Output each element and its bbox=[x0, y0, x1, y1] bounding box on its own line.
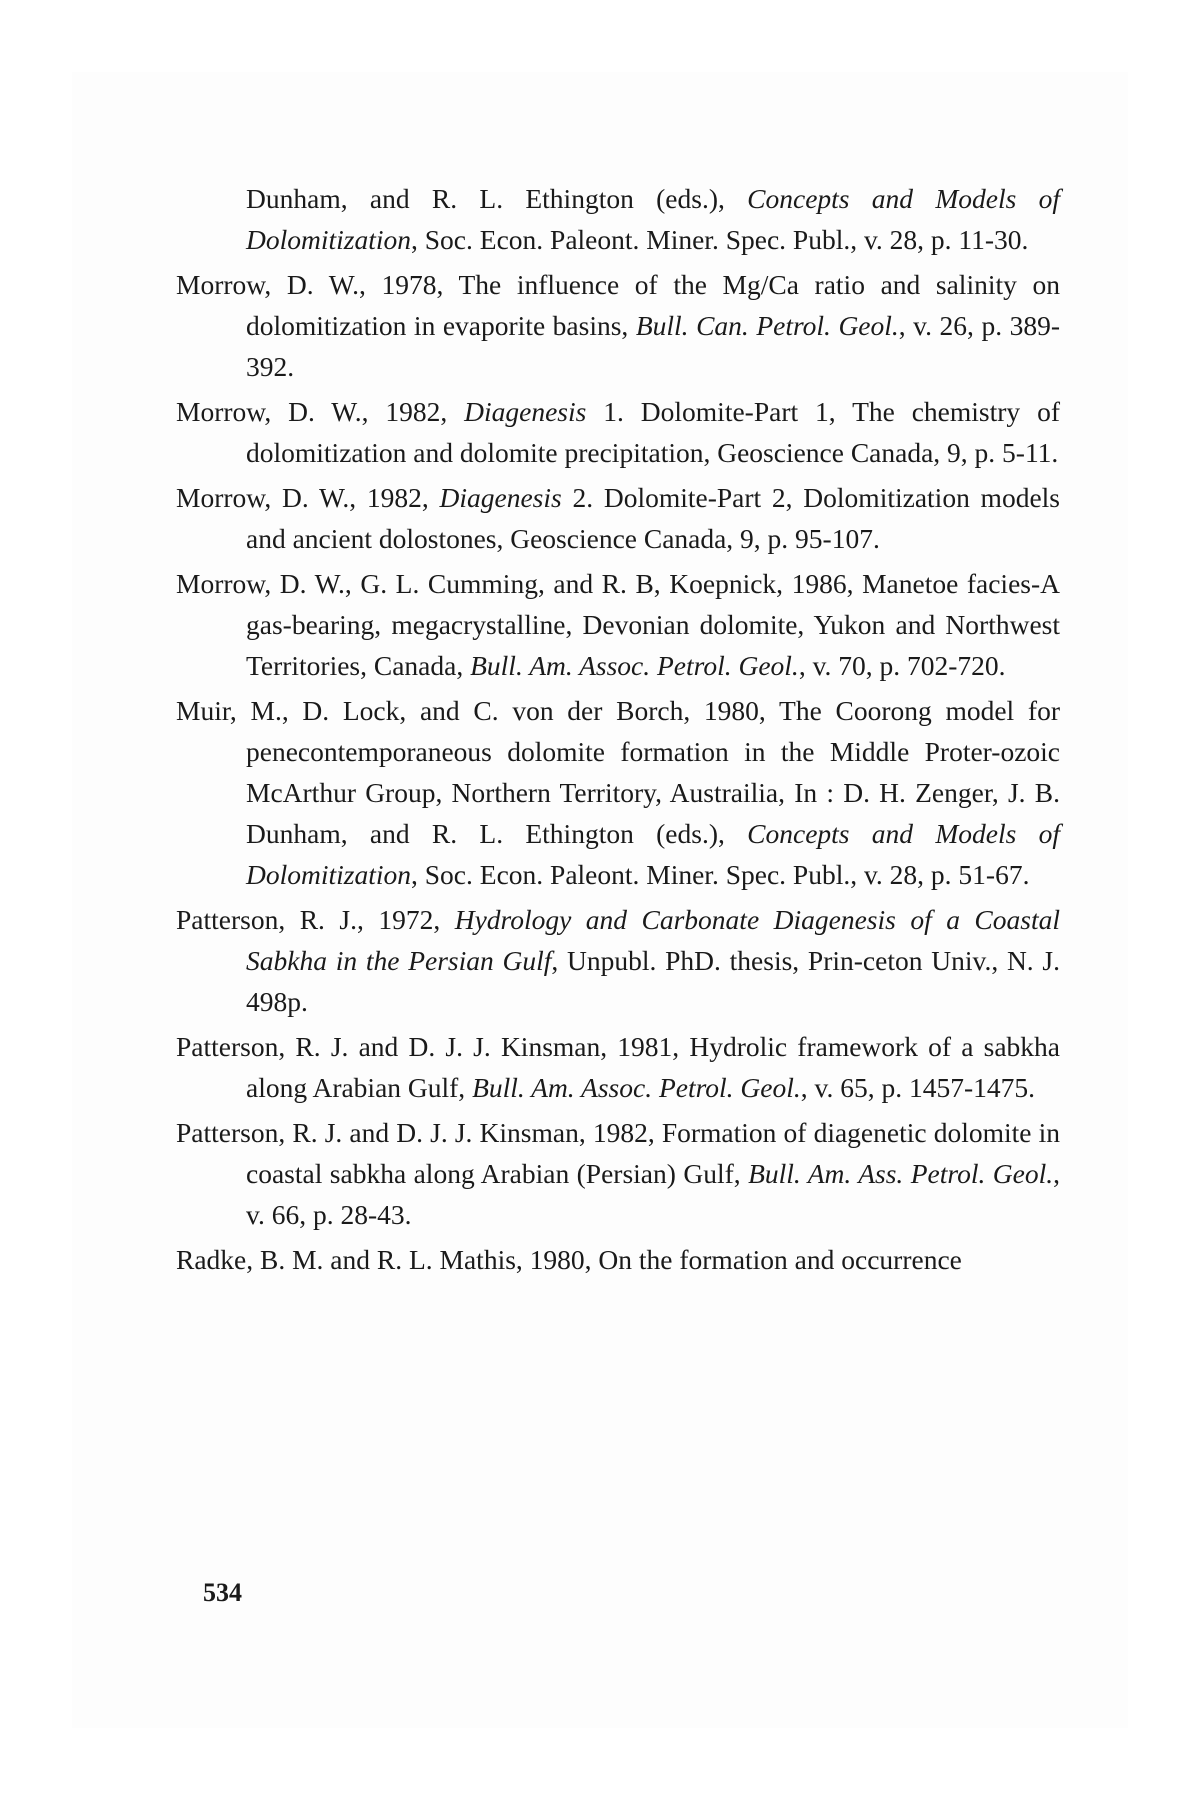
reference-entry bbox=[176, 1026, 1060, 1108]
reference-text: Patterson, R. J. and D. J. J. Kinsman, 1981, Hydrolic framework of a sabkha along Arabian Gulf, bbox=[176, 1031, 1060, 1103]
reference-text: Morrow, D. W., 1982, bbox=[176, 396, 465, 427]
reference-text: , v. 66, p. 28-43. bbox=[246, 1158, 1060, 1230]
reference-title-italic: Diagenesis bbox=[439, 482, 562, 513]
reference-text: , Soc. Econ. Paleont. Miner. Spec. Publ., v. 28, p. 11-30. bbox=[411, 224, 1029, 255]
reference-entry bbox=[176, 178, 1060, 260]
reference-text: , Unpubl. PhD. thesis, Prin-ceton Univ., N. J. 498p. bbox=[246, 945, 1061, 1017]
reference-journal-italic: Bull. Am. Assoc. Petrol. Geol. bbox=[472, 1072, 801, 1103]
reference-text: , v. 26, p. 389-392. bbox=[246, 310, 1061, 382]
reference-text: Radke, B. M. and R. L. Mathis, 1980, On the formation and occurrence bbox=[176, 1244, 962, 1275]
reference-text: Morrow, D. W., G. L. Cumming, and R. B, Koepnick, 1986, Manetoe facies-A gas-bearing, megacrystalline, Devonian dolomite, Yukon and Northwest Territories, Canada, bbox=[176, 568, 1060, 681]
reference-text: , Soc. Econ. Paleont. Miner. Spec. Publ., v. 28, p. 51-67. bbox=[411, 859, 1030, 890]
reference-journal-italic: Bull. Am. Ass. Petrol. Geol. bbox=[748, 1158, 1054, 1189]
reference-text: Muir, M., D. Lock, and C. von der Borch, 1980, The Coorong model for penecontemporaneous dolomite formation in the Middle Proter-ozoic McArthur Group, Northern Territory, Austrailia, In : D. H. Zenger, J. B. Dunham, and R. L. Ethington (eds.), bbox=[176, 695, 1060, 849]
reference-text: , v. 65, p. 1457-1475. bbox=[800, 1072, 1036, 1103]
page-number: 534 bbox=[203, 1578, 242, 1607]
reference-entry bbox=[176, 1112, 1060, 1235]
reference-entry bbox=[176, 477, 1060, 559]
reference-text: Dunham, and R. L. Ethington (eds.), bbox=[246, 183, 748, 214]
reference-entry bbox=[176, 1239, 1060, 1280]
reference-title-italic: Diagenesis bbox=[464, 396, 587, 427]
reference-text: 1. Dolomite-Part 1, The chemistry of dolomitization and dolomite precipitation, Geoscience Canada, 9, p. 5-11. bbox=[246, 396, 1060, 468]
reference-title-italic: Concepts and Models of Dolomitization bbox=[246, 183, 1060, 255]
reference-text: 2. Dolomite-Part 2, Dolomitization models and ancient dolostones, Geoscience Canada, 9, p. 95-107. bbox=[246, 482, 1061, 554]
reference-text: Morrow, D. W., 1982, bbox=[176, 482, 440, 513]
reference-title-italic: Hydrology and Carbonate Diagenesis of a Coastal Sabkha in the Persian Gulf bbox=[246, 904, 1061, 976]
reference-text: , v. 70, p. 702-720. bbox=[798, 650, 1006, 681]
reference-entry bbox=[176, 264, 1060, 387]
reference-entry bbox=[176, 690, 1060, 895]
reference-title-italic: Concepts and Models of Dolomitization bbox=[246, 818, 1060, 890]
reference-entry bbox=[176, 391, 1060, 473]
reference-list bbox=[176, 178, 1060, 1284]
reference-journal-italic: Bull. Can. Petrol. Geol. bbox=[635, 310, 899, 341]
reference-text: Morrow, D. W., 1978, The influence of the Mg/Ca ratio and salinity on dolomitization in evaporite basins, bbox=[176, 269, 1060, 341]
reference-journal-italic: Bull. Am. Assoc. Petrol. Geol. bbox=[470, 650, 799, 681]
reference-text: Patterson, R. J. and D. J. J. Kinsman, 1982, Formation of diagenetic dolomite in coastal sabkha along Arabian (Persian) Gulf, bbox=[176, 1117, 1060, 1189]
reference-text: Patterson, R. J., 1972, bbox=[176, 904, 455, 935]
reference-entry bbox=[176, 899, 1060, 1022]
reference-entry bbox=[176, 563, 1060, 686]
